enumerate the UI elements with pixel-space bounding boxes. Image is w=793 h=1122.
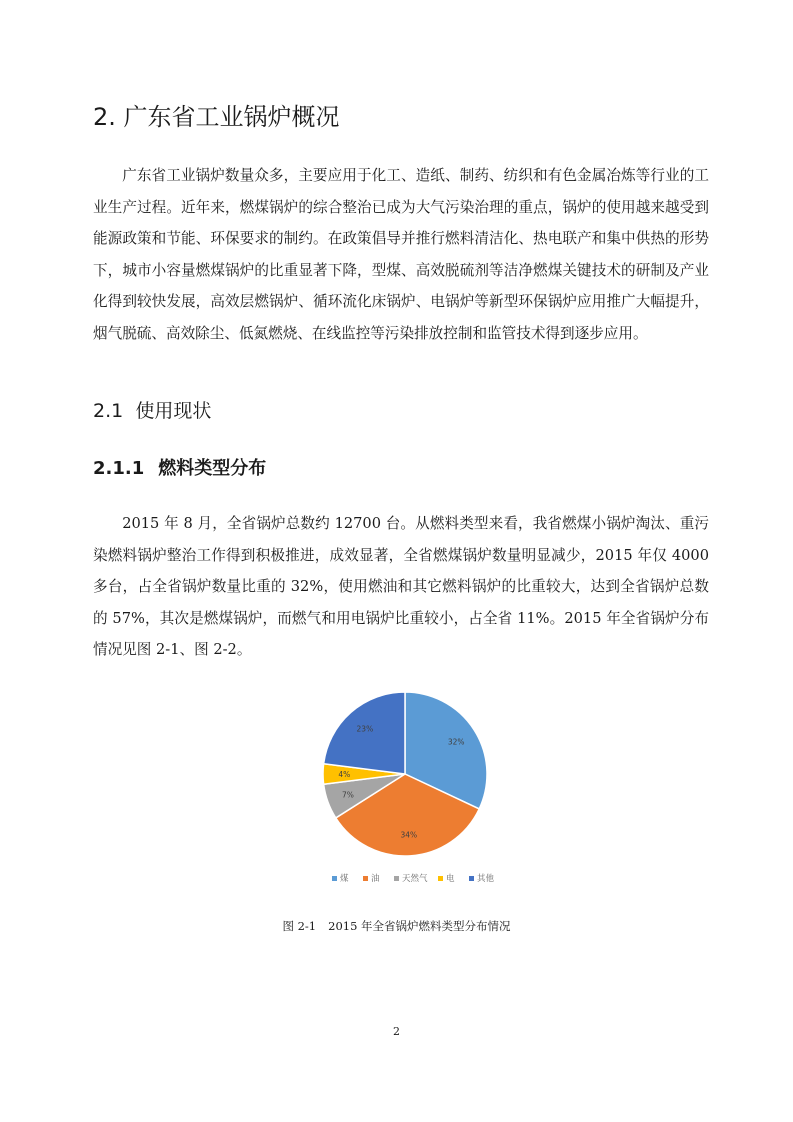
section-heading (93, 100, 340, 134)
legend-item (469, 872, 494, 884)
legend-swatch (332, 876, 337, 881)
subsubsection-title: 燃料类型分布 (158, 458, 267, 479)
subsection-heading (93, 397, 211, 425)
legend-label: 其他 (477, 874, 495, 884)
pie-data-label: 4% (338, 770, 351, 779)
body-paragraph-2: 2015 年 8 月，全省锅炉总数约 12700 台。从燃料类型来看，我省燃煤小锅炉淘汰、重污染燃料锅炉整治工作得到积极推进，成效显著，全省燃煤锅炉数量明显减少，2015 年仅 4000 多台，占全省锅炉数量比重的 32%，使用燃油和其它燃料锅炉的比重较大，达到全省锅炉总数的 57%，其次是燃煤锅炉，而燃气和用电锅炉比重较小，占全省 11%。2015 年全省锅炉分布情况见图 2-1、图 2-2。 (93, 515, 709, 658)
figure-caption-text: 2015 年全省锅炉燃料类型分布情况 (328, 919, 511, 933)
legend-swatch (363, 876, 368, 881)
legend-label: 天然气 (402, 874, 428, 884)
legend-swatch (469, 876, 474, 881)
page-number: 2 (393, 1025, 400, 1038)
legend-label: 油 (371, 874, 380, 884)
legend-item (332, 872, 349, 884)
pie-data-label: 7% (341, 790, 354, 800)
legend-item (363, 872, 380, 884)
section-number: 2. (93, 103, 116, 131)
chart-legend (318, 872, 494, 886)
figure-number: 图 2-1 (282, 919, 317, 933)
legend-swatch (394, 876, 399, 881)
body-paragraph-1: 广东省工业锅炉数量众多，主要应用于化工、造纸、制药、纺织和有色金属冶炼等行业的工业生产过程。近年来，燃煤锅炉的综合整治已成为大气污染治理的重点，锅炉的使用越来越受到能源政策和节能、环保要求的制约。在政策倡导并推行燃料清洁化、热电联产和集中供热的形势下，城市小容量燃煤锅炉的比重显著下降，型煤、高效脱硫剂等洁净燃煤关键技术的研制及产业化得到较快发展，高效层燃锅炉、循环流化床锅炉、电锅炉等新型环保锅炉应用推广大幅提升，烟气脱硫、高效除尘、低氮燃烧、在线监控等污染排放控制和监管技术得到逐步应用。 (93, 167, 709, 342)
subsubsection-number: 2.1.1 (93, 458, 145, 479)
subsection-number: 2.1 (93, 400, 124, 422)
pie-data-label: 34% (400, 830, 418, 840)
pie-data-label: 32% (447, 737, 465, 747)
section-title: 广东省工业锅炉概况 (123, 103, 340, 131)
subsubsection-heading (93, 455, 266, 483)
figure-caption (0, 917, 793, 935)
legend-label: 电 (446, 874, 455, 884)
legend-swatch (438, 876, 443, 881)
pie-chart-svg (305, 675, 505, 875)
pie-chart (305, 675, 505, 895)
subsection-title: 使用现状 (135, 400, 212, 422)
legend-item (438, 872, 455, 884)
legend-label: 煤 (340, 874, 349, 884)
legend-item (394, 872, 428, 884)
pie-data-label: 23% (356, 724, 374, 734)
